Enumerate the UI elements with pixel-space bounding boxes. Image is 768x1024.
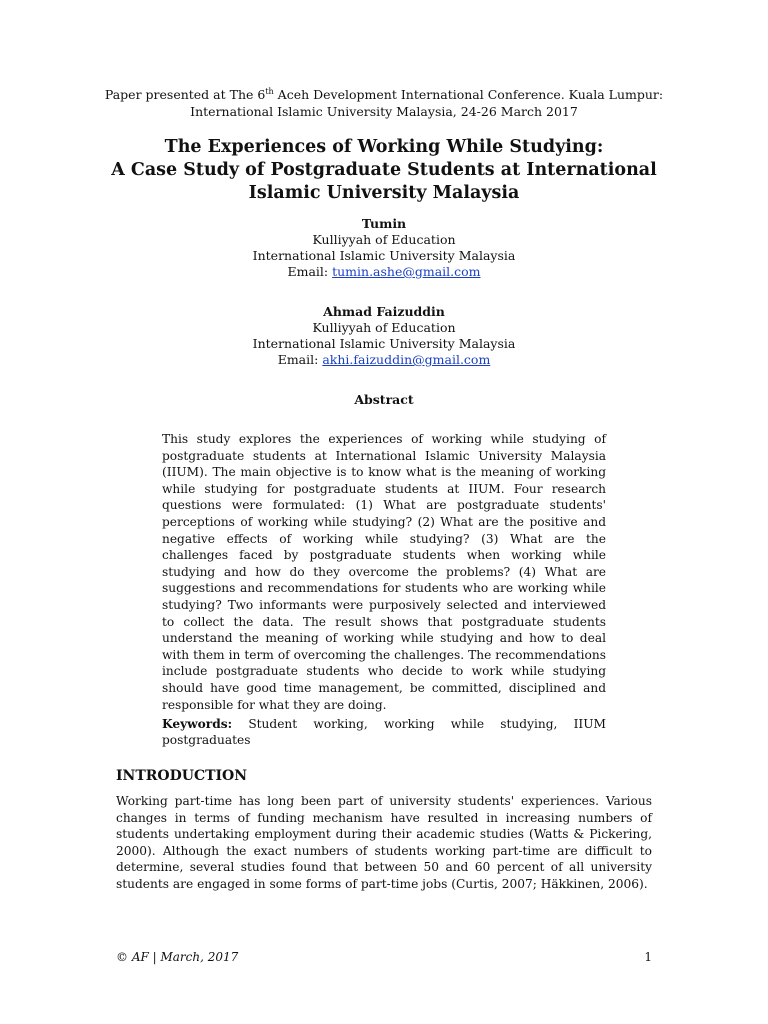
abstract-heading: Abstract	[354, 392, 414, 407]
author-block-2	[0, 304, 768, 368]
author-email-line: Email: akhi.faizuddin@gmail.com	[277, 352, 491, 367]
title-line-2: A Case Study of Postgraduate Students at International	[111, 160, 657, 180]
header-line-2: International Islamic University Malaysia, 24-26 March 2017	[190, 104, 578, 119]
title-line-1: The Experiences of Working While Studying:	[164, 137, 604, 157]
conference-header	[0, 86, 768, 120]
author-email-link[interactable]: tumin.ashe@gmail.com	[332, 264, 481, 279]
ordinal-suffix: th	[265, 86, 274, 96]
title-line-3: Islamic University Malaysia	[248, 183, 520, 203]
introduction-heading: INTRODUCTION	[116, 768, 248, 784]
author-block-1	[0, 216, 768, 280]
author-email-link[interactable]: akhi.faizuddin@gmail.com	[322, 352, 491, 367]
page-number: 1	[644, 950, 652, 964]
introduction-paragraph: Working part-time has long been part of university students' experiences. Various changes in terms of funding mechanism have resulted in increasing numbers of students undertaking employment during their academic studies (Watts & Pickering, 2000). Although the exact numbers of students working part-time are difficult to determine, several studies found that between 50 and 60 percent of all university students are engaged in some forms of part-time jobs (Curtis, 2007; Häkkinen, 2006).	[116, 794, 652, 891]
abstract-text: This study explores the experiences of working while studying of postgraduate students at International Islamic University Malaysia (IIUM). The main objective is to know what is the meaning of working while studying for postgraduate students at IIUM. Four research questions were formulated: (1) What are postgraduate students' perceptions of working while studying? (2) What are the positive and negative effects of working while studying? (3) What are the challenges faced by postgraduate students when working while studying and how do they overcome the problems? (4) What are suggestions and recommendations for students who are working while studying? Two informants were purposively selected and interviewed to collect the data. The result shows that postgraduate students understand the meaning of working while studying and how to deal with them in term of overcoming the challenges. The recommendations include postgraduate students who decide to work while studying should have good time management, be committed, disciplined and responsible for what they are doing.	[162, 432, 606, 712]
keywords	[162, 716, 606, 748]
author-institution: International Islamic University Malaysia	[252, 336, 516, 351]
author-department: Kulliyyah of Education	[312, 320, 456, 335]
author-institution: International Islamic University Malaysia	[252, 248, 516, 263]
keywords-text: Student working, working while studying, IIUM postgraduates	[162, 717, 606, 747]
author-department: Kulliyyah of Education	[312, 232, 456, 247]
author-name: Ahmad Faizuddin	[323, 304, 445, 319]
keywords-label: Keywords:	[162, 717, 233, 731]
footer-copyright: © AF | March, 2017	[116, 950, 239, 964]
author-email-line: Email: tumin.ashe@gmail.com	[287, 264, 481, 279]
author-name: Tumin	[361, 216, 407, 231]
page-footer	[116, 950, 652, 964]
paper-title	[0, 136, 768, 205]
header-line-1: Paper presented at The 6th Aceh Development International Conference. Kuala Lumpur:	[104, 86, 664, 102]
